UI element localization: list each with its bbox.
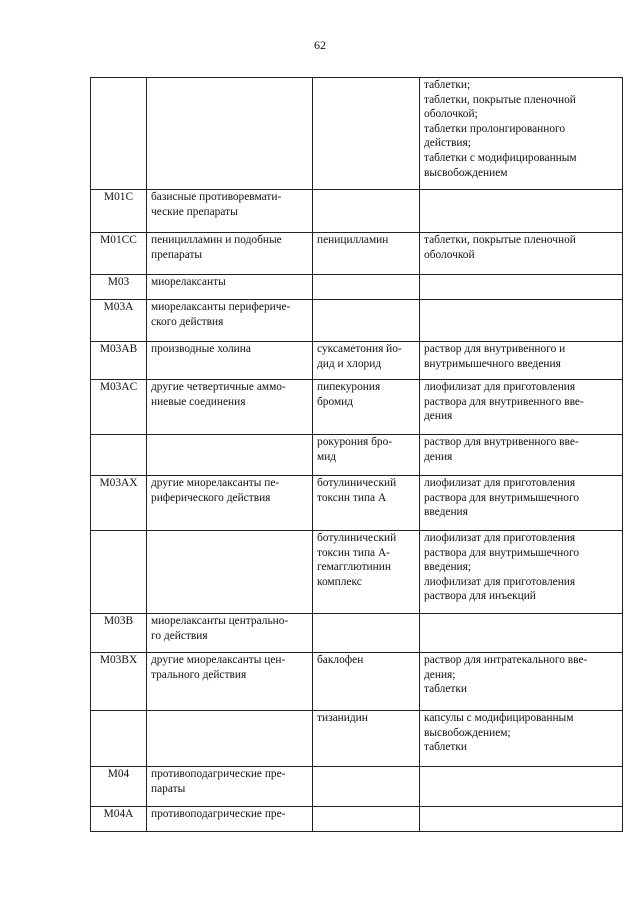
dosage-form-cell: таблетки, покрытые пленочной оболочкой (420, 233, 623, 275)
pharmacological-group-cell: другие миорелаксанты пе- риферического действия (147, 476, 313, 531)
pharmacological-group-cell: другие миорелаксанты цен- трального действия (147, 653, 313, 711)
atc-code-cell: M01CC (91, 233, 147, 275)
atc-code-cell: M04A (91, 807, 147, 832)
table-row (91, 711, 623, 767)
dosage-form-cell: лиофилизат для приготовления раствора для внутримышечного введения (420, 476, 623, 531)
table-row (91, 435, 623, 476)
pharmacological-group-cell: противоподагрические пре- (147, 807, 313, 832)
dosage-form-cell (420, 300, 623, 342)
table-row (91, 614, 623, 653)
drug-name-cell (313, 78, 420, 190)
atc-code-cell: M03AB (91, 342, 147, 380)
pharmacological-group-cell: миорелаксанты центрально- го действия (147, 614, 313, 653)
table-row (91, 78, 623, 190)
pharmacological-group-cell (147, 435, 313, 476)
drug-name-cell (313, 767, 420, 807)
atc-code-cell (91, 531, 147, 614)
page-number: 62 (314, 38, 326, 52)
dosage-form-cell (420, 767, 623, 807)
drug-name-cell: пеницилламин (313, 233, 420, 275)
pharmacological-group-cell (147, 78, 313, 190)
drug-name-cell (313, 614, 420, 653)
pharmacological-group-cell: другие четвертичные аммо- ниевые соединения (147, 380, 313, 435)
table-row (91, 653, 623, 711)
drug-name-cell: рокурония бро- мид (313, 435, 420, 476)
dosage-form-cell: лиофилизат для приготовления раствора для внутримышечного введения; лиофилизат для приготовления раствора для инъекций (420, 531, 623, 614)
table-row (91, 275, 623, 300)
dosage-form-cell (420, 614, 623, 653)
drug-name-cell: тизанидин (313, 711, 420, 767)
table-row (91, 531, 623, 614)
pharmacological-group-cell: противоподагрические пре- параты (147, 767, 313, 807)
pharmacological-group-cell: базисные противоревмати- ческие препараты (147, 190, 313, 233)
atc-code-cell: M03B (91, 614, 147, 653)
atc-code-cell: M03 (91, 275, 147, 300)
drug-name-cell (313, 807, 420, 832)
table-row (91, 380, 623, 435)
dosage-form-cell (420, 275, 623, 300)
drug-name-cell: баклофен (313, 653, 420, 711)
table-row (91, 190, 623, 233)
atc-code-cell (91, 711, 147, 767)
atc-code-cell: M03AC (91, 380, 147, 435)
table-row (91, 300, 623, 342)
dosage-form-cell: раствор для внутривенного и внутримышечного введения (420, 342, 623, 380)
atc-code-cell: M03AX (91, 476, 147, 531)
dosage-form-cell (420, 190, 623, 233)
drug-name-cell: ботулинический токсин типа А (313, 476, 420, 531)
drug-name-cell (313, 300, 420, 342)
pharmacological-group-cell: миорелаксанты (147, 275, 313, 300)
table-row (91, 807, 623, 832)
drug-table-body (91, 78, 623, 832)
table-row (91, 233, 623, 275)
atc-code-cell: M04 (91, 767, 147, 807)
dosage-form-cell: капсулы с модифицированным высвобождением; таблетки (420, 711, 623, 767)
atc-code-cell (91, 435, 147, 476)
pharmacological-group-cell (147, 711, 313, 767)
dosage-form-cell: раствор для интратекального вве- дения; таблетки (420, 653, 623, 711)
dosage-form-cell: лиофилизат для приготовления раствора для внутривенного вве- дения (420, 380, 623, 435)
atc-code-cell: M03A (91, 300, 147, 342)
dosage-form-cell: раствор для внутривенного вве- дения (420, 435, 623, 476)
table-row (91, 342, 623, 380)
pharmacological-group-cell: миорелаксанты перифериче- ского действия (147, 300, 313, 342)
pharmacological-group-cell: пеницилламин и подобные препараты (147, 233, 313, 275)
atc-code-cell: M01C (91, 190, 147, 233)
pharmacological-group-cell (147, 531, 313, 614)
atc-code-cell (91, 78, 147, 190)
atc-code-cell: M03BX (91, 653, 147, 711)
drug-table (90, 77, 623, 832)
table-row (91, 476, 623, 531)
table-row (91, 767, 623, 807)
drug-name-cell (313, 275, 420, 300)
drug-name-cell: пипекурония бромид (313, 380, 420, 435)
dosage-form-cell: таблетки; таблетки, покрытые пленочной оболочкой; таблетки пролонгированного действия; таблетки с модифицированным высвобождением (420, 78, 623, 190)
drug-name-cell: суксаметония йо- дид и хлорид (313, 342, 420, 380)
dosage-form-cell (420, 807, 623, 832)
drug-name-cell (313, 190, 420, 233)
drug-name-cell: ботулинический токсин типа А- гемагглютинин комплекс (313, 531, 420, 614)
pharmacological-group-cell: производные холина (147, 342, 313, 380)
